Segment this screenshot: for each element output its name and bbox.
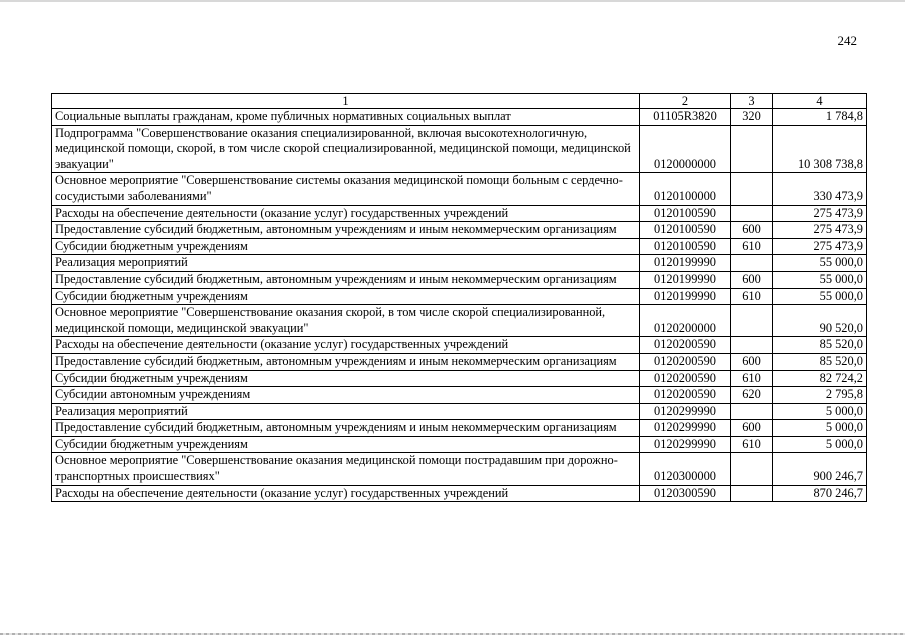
cell-kvr [731,337,773,354]
cell-code: 0120299990 [640,420,731,437]
cell-name: Предоставление субсидий бюджетным, автономным учреждениям и иным некоммерческим организациям [52,353,640,370]
cell-code: 0120100590 [640,238,731,255]
cell-code: 0120000000 [640,125,731,173]
cell-name: Субсидии бюджетным учреждениям [52,238,640,255]
table-row [52,436,867,453]
cell-kvr: 320 [731,109,773,126]
cell-kvr [731,453,773,485]
cell-kvr: 610 [731,436,773,453]
cell-amount: 275 473,9 [773,222,867,239]
table-row [52,255,867,272]
cell-code: 0120299990 [640,436,731,453]
cell-kvr: 620 [731,387,773,404]
table-row [52,370,867,387]
header-col-2: 2 [640,94,731,109]
cell-code: 0120199990 [640,271,731,288]
cell-code: 01105R3820 [640,109,731,126]
cell-kvr [731,255,773,272]
table-row [52,387,867,404]
cell-code: 0120100000 [640,173,731,205]
cell-name: Реализация мероприятий [52,255,640,272]
cell-amount: 1 784,8 [773,109,867,126]
cell-name: Расходы на обеспечение деятельности (оказание услуг) государственных учреждений [52,337,640,354]
cell-amount: 55 000,0 [773,288,867,305]
cell-kvr [731,403,773,420]
cell-code: 0120300000 [640,453,731,485]
cell-code: 0120200590 [640,353,731,370]
table-row [52,271,867,288]
cell-amount: 82 724,2 [773,370,867,387]
table-row [52,403,867,420]
budget-table [51,93,867,502]
cell-kvr [731,205,773,222]
cell-amount: 10 308 738,8 [773,125,867,173]
table-row [52,205,867,222]
table-header-row [52,94,867,109]
cell-amount: 85 520,0 [773,337,867,354]
cell-amount: 55 000,0 [773,255,867,272]
table-row [52,173,867,205]
table-row [52,288,867,305]
table-row [52,125,867,173]
header-col-4: 4 [773,94,867,109]
cell-name: Субсидии бюджетным учреждениям [52,436,640,453]
cell-name: Основное мероприятие "Совершенствование оказания скорой, в том числе скорой специализированной, медицинской помощи, медицинской эвакуации" [52,305,640,337]
cell-name: Субсидии бюджетным учреждениям [52,370,640,387]
table-row [52,420,867,437]
cell-code: 0120200000 [640,305,731,337]
cell-code: 0120100590 [640,222,731,239]
cell-code: 0120199990 [640,288,731,305]
table-row [52,337,867,354]
cell-name: Реализация мероприятий [52,403,640,420]
cell-kvr: 600 [731,353,773,370]
table-body [52,109,867,502]
scan-edge-top [0,0,905,2]
table-row [52,485,867,502]
header-col-1: 1 [52,94,640,109]
table-row [52,353,867,370]
cell-name: Основное мероприятие "Совершенствование системы оказания медицинской помощи больным с сердечно-сосудистыми заболеваниями" [52,173,640,205]
cell-kvr: 610 [731,238,773,255]
cell-code: 0120199990 [640,255,731,272]
cell-name: Предоставление субсидий бюджетным, автономным учреждениям и иным некоммерческим организациям [52,222,640,239]
cell-name: Основное мероприятие "Совершенствование оказания медицинской помощи пострадавшим при дорожно-транспортных происшествиях" [52,453,640,485]
cell-amount: 90 520,0 [773,305,867,337]
cell-kvr: 610 [731,288,773,305]
cell-amount: 5 000,0 [773,403,867,420]
page-number: 242 [837,33,857,48]
table-row [52,238,867,255]
cell-code: 0120300590 [640,485,731,502]
cell-kvr: 610 [731,370,773,387]
table-row [52,109,867,126]
cell-kvr: 600 [731,271,773,288]
cell-name: Подпрограмма "Совершенствование оказания специализированной, включая высокотехнологичную, медицинской помощи, скорой, в том числе скорой специализированной, медицинской помощи, медицинской эвакуации" [52,125,640,173]
cell-code: 0120299990 [640,403,731,420]
cell-amount: 330 473,9 [773,173,867,205]
cell-name: Субсидии автономным учреждениям [52,387,640,404]
header-col-3: 3 [731,94,773,109]
cell-kvr [731,305,773,337]
cell-code: 0120200590 [640,337,731,354]
cell-amount: 2 795,8 [773,387,867,404]
cell-name: Расходы на обеспечение деятельности (оказание услуг) государственных учреждений [52,205,640,222]
table-row [52,453,867,485]
cell-amount: 5 000,0 [773,420,867,437]
cell-name: Расходы на обеспечение деятельности (оказание услуг) государственных учреждений [52,485,640,502]
scan-edge-bottom [0,633,905,635]
cell-amount: 5 000,0 [773,436,867,453]
cell-amount: 275 473,9 [773,238,867,255]
cell-code: 0120200590 [640,387,731,404]
cell-amount: 870 246,7 [773,485,867,502]
cell-kvr [731,173,773,205]
table-row [52,305,867,337]
cell-amount: 85 520,0 [773,353,867,370]
cell-name: Предоставление субсидий бюджетным, автономным учреждениям и иным некоммерческим организациям [52,420,640,437]
cell-kvr: 600 [731,222,773,239]
cell-amount: 900 246,7 [773,453,867,485]
cell-kvr: 600 [731,420,773,437]
cell-code: 0120100590 [640,205,731,222]
cell-name: Субсидии бюджетным учреждениям [52,288,640,305]
cell-amount: 55 000,0 [773,271,867,288]
cell-code: 0120200590 [640,370,731,387]
cell-name: Предоставление субсидий бюджетным, автономным учреждениям и иным некоммерческим организациям [52,271,640,288]
table-row [52,222,867,239]
cell-amount: 275 473,9 [773,205,867,222]
cell-kvr [731,485,773,502]
cell-name: Социальные выплаты гражданам, кроме публичных нормативных социальных выплат [52,109,640,126]
cell-kvr [731,125,773,173]
